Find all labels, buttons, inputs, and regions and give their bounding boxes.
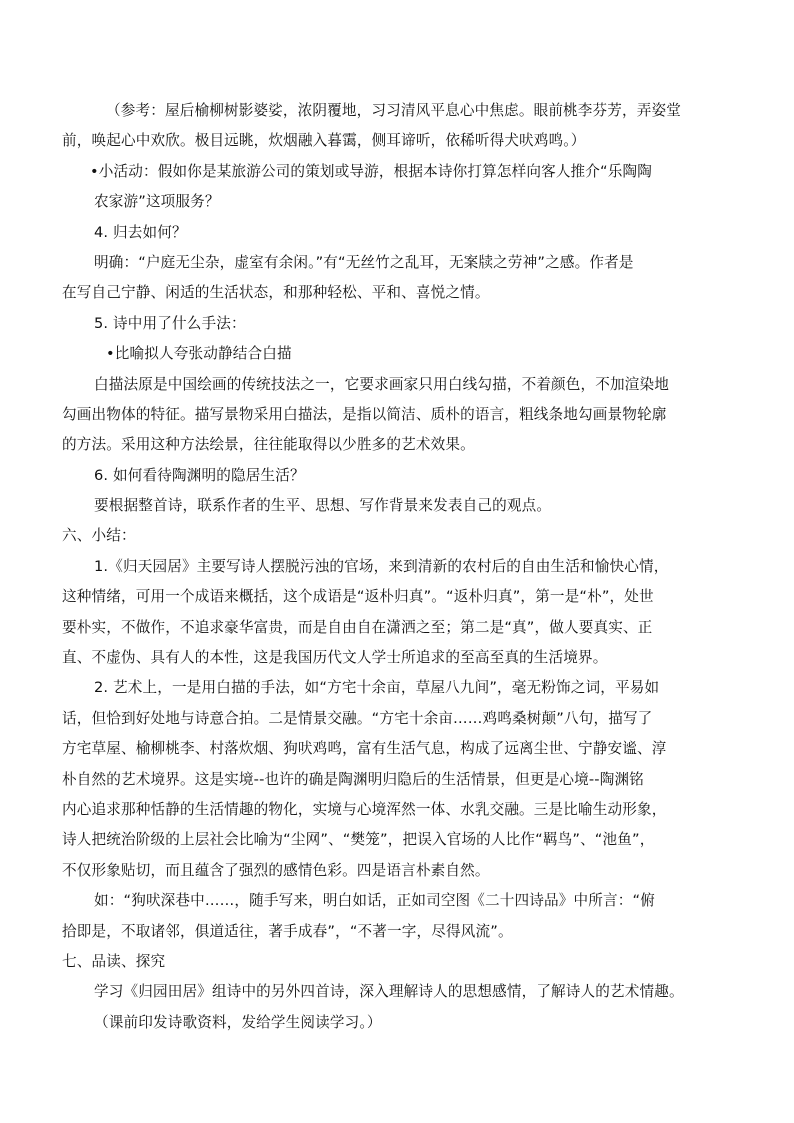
activity-paragraph-line: •小活动：假如你是某旅游公司的策划或导游，根据本诗你打算怎样向客人推介“乐陶陶 [90,162,652,180]
example-paragraph-line: 拾即是，不取诸邻，俱道适往，著手成春”，“不著一字，尽得风流”。 [62,922,513,940]
body-paragraph-line: 勾画出物体的特征。描写景物采用白描法，是指以简洁、质朴的语言，粗线条地勾画景物轮廓 [62,405,667,423]
bullet-item: •比喻拟人夸张动静结合白描 [106,345,292,363]
reference-paragraph-line: 前，唤起心中欢欣。极目远眺，炊烟融入暮霭，侧耳谛听，依稀听得犬吠鸡鸣。） [62,132,586,150]
body-paragraph-line: 白描法原是中国绘画的传统技法之一，它要求画家只用白线勾描，不着颜色，不加渲染地 [94,375,670,393]
example-paragraph-line: 如：“狗吠深巷中……，随手写来，明白如话，正如司空图《二十四诗品》中所言：“俯 [94,892,655,910]
summary-paragraph-line: 朴自然的艺术境界。这是实境--也许的确是陶渊明归隐后的生活情景，但更是心境--陶渊铭 [62,770,644,788]
summary-paragraph-line: 1.《归天园居》主要写诗人摆脱污浊的官场，来到清新的农村后的自由生活和愉快心情， [94,557,669,575]
body-paragraph-line: 要根据整首诗，联系作者的生平、思想、写作背景来发表自己的观点。 [94,497,552,515]
question-heading: 6. 如何看待陶渊明的隐居生活？ [94,466,305,484]
summary-paragraph-line: 方宅草屋、榆柳桃李、村落炊烟、狗吠鸡鸣，富有生活气息，构成了远离尘世、宁静安谧、淳 [62,740,667,758]
summary-paragraph-line: 话，但恰到好处地与诗意合拍。二是情景交融。“方宅十余亩……鸡鸣桑树颠”八句，描写了 [62,709,653,727]
question-heading: 4. 归去如何？ [94,223,187,241]
answer-paragraph-line: 明确：“户庭无尘杂，虚室有余闲。”有“无丝竹之乱耳，无案牍之劳神”之感。作者是 [94,253,634,271]
summary-paragraph-line: 直、不虚伪、具有人的本性，这是我国历代文人学士所追求的至高至真的生活境界。 [62,649,608,667]
summary-paragraph-line: 这种情绪，可用一个成语来概括，这个成语是“返朴归真”。“返朴归真”，第一是“朴”，处世 [62,588,654,606]
document-body [62,96,738,1038]
section-heading: 六、小结： [62,527,136,545]
study-paragraph-line: 学习《归园田居》组诗中的另外四首诗，深入理解诗人的思想感情，了解诗人的艺术情趣。 [94,983,684,1001]
section-heading: 七、品读、探究 [62,952,166,970]
activity-paragraph-line: 农家游”这项服务？ [94,193,220,211]
summary-paragraph-line: 2. 艺术上，一是用白描的手法，如“方宅十余亩，草屋八九间”，毫无粉饰之词，平易如 [94,679,660,697]
reference-paragraph-line: （参考：屋后榆柳树影婆娑，浓阴覆地，习习清风平息心中焦虑。眼前桃李芬芳，弄姿堂 [106,102,682,119]
summary-paragraph-line: 诗人把统治阶级的上层社会比喻为“尘网”、“樊笼”，把误入官场的人比作“羁鸟”、“池鱼”， [62,831,655,849]
answer-paragraph-line: 在写自己宁静、闲适的生活状态，和那种轻松、平和、喜悦之情。 [62,284,490,302]
body-paragraph-line: 的方法。采用这种方法绘景，往往能取得以少胜多的艺术效果。 [62,436,475,454]
summary-paragraph-line: 不仅形象贴切，而且蕴含了强烈的感情色彩。四是语言朴素自然。 [62,861,490,879]
summary-paragraph-line: 要朴实，不做作，不追求豪华富贵，而是自由自在潇洒之至；第二是“真”，做人要真实、正 [62,618,653,636]
question-heading: 5. 诗中用了什么手法： [94,314,246,332]
study-paragraph-line: （课前印发诗歌资料，发给学生阅读学习。） [94,1013,382,1031]
summary-paragraph-line: 内心追求那种恬静的生活情趣的物化，实境与心境浑然一体、水乳交融。三是比喻生动形象， [62,800,667,818]
